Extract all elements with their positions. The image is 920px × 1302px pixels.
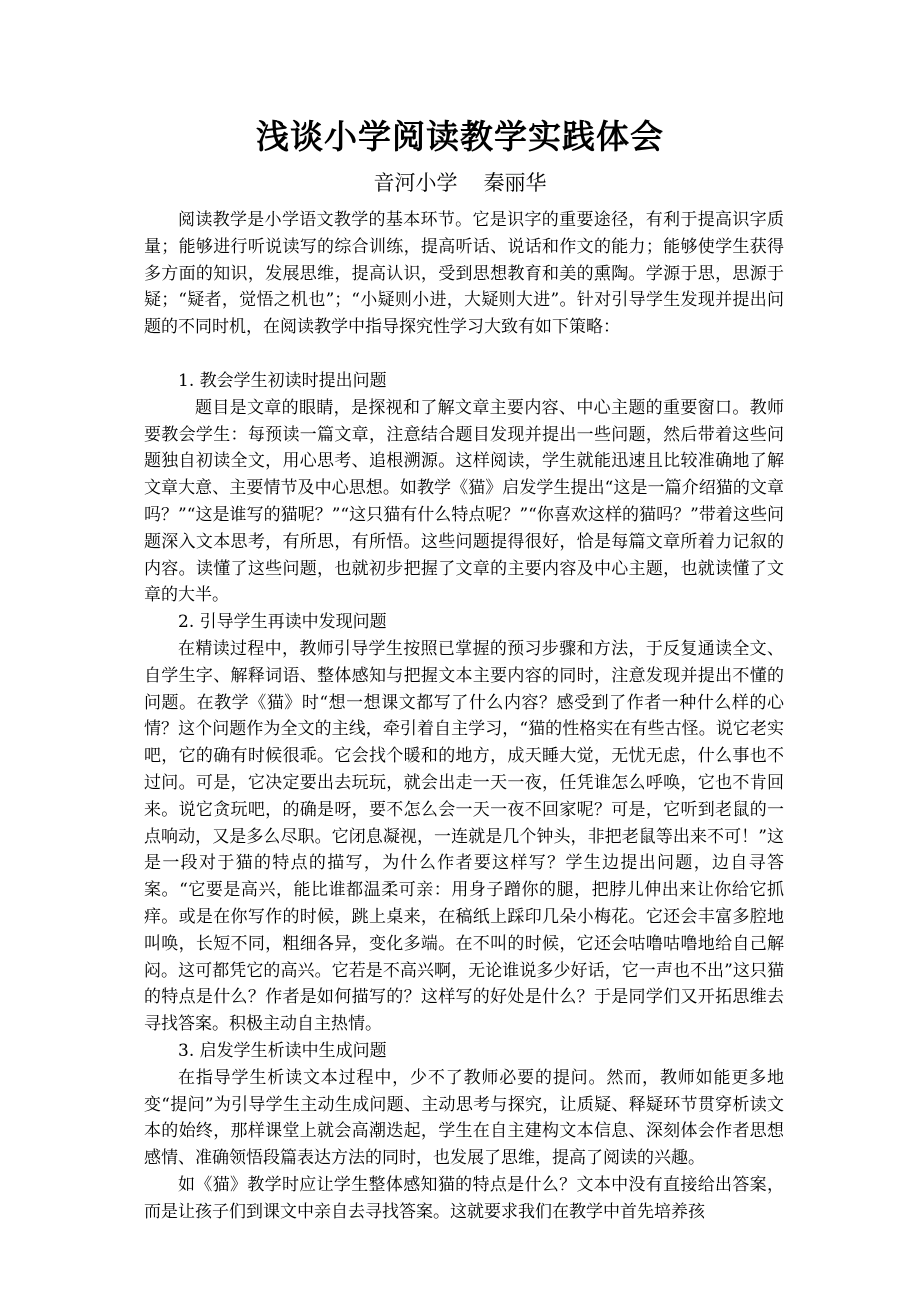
author-line	[0, 167, 920, 199]
intro-paragraph: 阅读教学是小学语文教学的基本环节。它是识字的重要途径，有利于提高识字质量；能够进行听说读写的综合训练，提高听话、说话和作文的能力；能够使学生获得多方面的知识，发展思维，提高认识，受到思想教育和美的熏陶。学源于思，思源于疑；“疑者，觉悟之机也”；“小疑则小进，大疑则大进”。针对引导学生发现并提出问题的不同时机，在阅读教学中指导探究性学习大致有如下策略：	[144, 210, 784, 338]
section-heading-1: 1. 教会学生初读时提出问题	[178, 370, 387, 391]
section-3-paragraph-continued: 如《猫》教学时应让学生整体感知猫的特点是什么？文本中没有直接给出答案，而是让孩子们到课文中亲自去寻找答案。这就要求我们在教学中首先培养孩	[144, 1174, 784, 1222]
section-1-paragraph: 题目是文章的眼睛，是探视和了解文章主要内容、中心主题的重要窗口。教师要教会学生：每预读一篇文章，注意结合题目发现并提出一些问题，然后带着这些问题独自初读全文，用心思考、追根溯源。这样阅读，学生就能迅速且比较准确地了解文章大意、主要情节及中心思想。如教学《猫》启发学生提出“这是一篇介绍猫的文章吗？”“这是谁写的猫呢？”“这只猫有什么特点呢？”“你喜欢这样的猫吗？”带着这些问题深入文本思考，有所思，有所悟。这些问题提得很好，恰是每篇文章所着力记叙的内容。读懂了这些问题，也就初步把握了文章的主要内容及中心主题，也就读懂了文章的大半。	[144, 397, 784, 606]
section-3-paragraph: 在指导学生析读文本过程中，少不了教师必要的提问。然而，教师如能更多地变“提问”为引导学生主动生成问题、主动思考与探究，让质疑、释疑环节贯穿析读文本的始终，那样课堂上就会高潮迭起，学生在自主建构文本信息、深刻体会作者思想感情、准确领悟段篇表达方法的同时，也发展了思维，提高了阅读的兴趣。	[144, 1067, 784, 1169]
document-title: 浅谈小学阅读教学实践体会	[256, 117, 664, 156]
author-name: 秦丽华	[483, 171, 547, 195]
section-heading-2: 2. 引导学生再读中发现问题	[178, 612, 387, 633]
author-school: 音河小学	[373, 171, 458, 195]
section-2-paragraph: 在精读过程中，教师引导学生按照已掌握的预习步骤和方法，于反复通读全文、自学生字、解释词语、整体感知与把握文本主要内容的同时，注意发现并提出不懂的问题。在教学《猫》时“想一想课文都写了什么内容？感受到了作者一种什么样的心情？这个问题作为全文的主线，牵引着自主学习，“猫的性格实在有些古怪。说它老实吧，它的确有时候很乖。它会找个暖和的地方，成天睡大觉，无忧无虑，什么事也不过问。可是，它决定要出去玩玩，就会出走一天一夜，任凭谁怎么呼唤，它也不肯回来。说它贪玩吧，的确是呀，要不怎么会一天一夜不回家呢？可是，它听到老鼠的一点响动，又是多么尽职。它闭息凝视，一连就是几个钟头，非把老鼠等出来不可！”这是一段对于猫的特点的描写，为什么作者要这样写？学生边提出问题，边自寻答案。“它要是高兴，能比谁都温柔可亲：用身子蹭你的腿，把脖儿伸出来让你给它抓痒。或是在你写作的时候，跳上桌来，在稿纸上踩印几朵小梅花。它还会丰富多腔地叫唤，长短不同，粗细各异，变化多端。在不叫的时候，它还会咕噜咕噜地给自己解闷。这可都凭它的高兴。它若是不高兴啊，无论谁说多少好话，它一声也不出”这只猫的特点是什么？作者是如何描写的？这样写的好处是什么？于是同学们又开拓思维去寻找答案。积极主动自主热情。	[144, 638, 784, 1035]
document-body	[144, 207, 784, 1225]
section-heading-3: 3. 启发学生析读中生成问题	[178, 1040, 387, 1061]
paragraph-spacer	[144, 341, 784, 368]
